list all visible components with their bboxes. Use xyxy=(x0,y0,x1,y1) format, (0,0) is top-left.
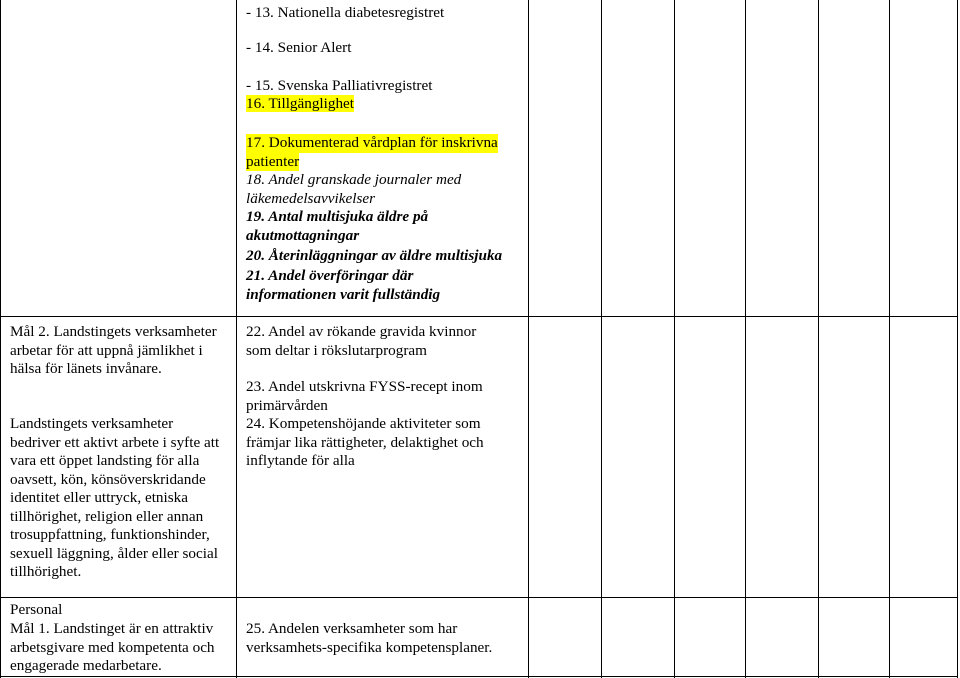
table-border-left xyxy=(0,0,1,678)
indicator-21-line1: 21. Andel överföringar där xyxy=(246,267,414,284)
table-column-divider xyxy=(745,0,746,678)
indicator-20 xyxy=(246,247,502,266)
indicator-23-line1: 23. Andel utskrivna FYSS-recept inom xyxy=(246,378,483,395)
paragraph-line: oavsett, kön, könsöverskridande xyxy=(10,470,206,488)
indicator-25-line2: verksamhets-specifika kompetensplaner. xyxy=(246,638,493,656)
indicator-15: - 15. Svenska Palliativregistret xyxy=(246,77,433,94)
indicator-20-line1: 20. Återinläggningar av äldre multisjuka xyxy=(246,247,503,264)
indicator-19-line1: 19. Antal multisjuka äldre på xyxy=(246,208,429,225)
indicator-23-line2: primärvården xyxy=(246,396,328,414)
paragraph-line: tillhörighet, religion eller annan xyxy=(10,507,204,525)
table-row-divider xyxy=(0,597,958,598)
personal-goal-1 xyxy=(10,620,215,676)
table-row-divider xyxy=(0,316,958,317)
indicator-13: - 13. Nationella diabetesregistret xyxy=(246,4,445,21)
paragraph-line: bedriver ett aktivt arbete i syfte att xyxy=(10,433,220,451)
indicator-24-line3: inflytande för alla xyxy=(246,452,355,469)
table-column-divider xyxy=(674,0,675,678)
indicator-24-line1: 24. Kompetenshöjande aktiviteter som xyxy=(246,415,481,432)
indicator-25-line1: 25. Andelen verksamheter som har xyxy=(246,620,458,637)
indicator-17 xyxy=(246,134,498,171)
personal-goal-1-line2: arbetsgivare med kompetenta och xyxy=(10,638,215,656)
table-column-divider xyxy=(889,0,890,678)
paragraph-line: tillhörighet. xyxy=(10,563,82,580)
indicator-14: - 14. Senior Alert xyxy=(246,39,352,56)
indicator-19 xyxy=(246,208,428,245)
table-column-divider xyxy=(236,0,237,678)
section-heading-personal: Personal xyxy=(10,601,63,618)
indicator-24 xyxy=(246,415,484,471)
personal-goal-1-line1: Mål 1. Landstinget är en attraktiv xyxy=(10,620,214,637)
table-column-divider xyxy=(601,0,602,678)
indicator-21 xyxy=(246,267,440,304)
goal-2-line3: hälsa för länets invånare. xyxy=(10,360,162,377)
indicator-22-line2: som deltar i rökslutarprogram xyxy=(246,341,427,359)
table-column-divider xyxy=(818,0,819,678)
goal-2-line2: arbetar för att uppnå jämlikhet i xyxy=(10,341,203,359)
table-border-bottom xyxy=(0,676,958,677)
indicator-24-line2: främjar lika rättigheter, delaktighet och xyxy=(246,433,484,451)
paragraph-line: sexuell läggning, ålder eller social xyxy=(10,544,218,562)
paragraph-line: Landstingets verksamheter xyxy=(10,415,174,432)
indicator-22 xyxy=(246,323,476,360)
indicator-17-line1: 17. Dokumenterad vårdplan för inskrivna xyxy=(246,134,498,151)
paragraph-line: identitet eller uttryck, etniska xyxy=(10,489,188,506)
goal-2-line1: Mål 2. Landstingets verksamheter xyxy=(10,323,217,340)
indicator-18-line1: 18. Andel granskade journaler med xyxy=(246,171,462,188)
indicator-16-label: 16. Tillgänglighet xyxy=(246,95,355,112)
personal-goal-1-line3: engagerade medarbetare. xyxy=(10,657,162,674)
indicator-16 xyxy=(246,95,354,114)
indicator-21-line2: informationen varit fullständig xyxy=(246,285,441,303)
table-column-divider xyxy=(528,0,529,678)
indicator-18-line2: läkemedelsavvikelser xyxy=(246,189,376,207)
indicator-18 xyxy=(246,171,461,208)
table-border-right xyxy=(957,0,958,678)
goal-2-description xyxy=(10,415,219,582)
paragraph-line: vara ett öppet landsting för alla xyxy=(10,452,200,469)
paragraph-line: trosuppfattning, funktionshinder, xyxy=(10,526,210,543)
indicator-25 xyxy=(246,620,492,657)
indicator-22-line1: 22. Andel av rökande gravida kvinnor xyxy=(246,323,477,340)
indicator-17-line2: patienter xyxy=(246,152,300,170)
indicator-19-line2: akutmottagningar xyxy=(246,226,360,244)
indicator-23 xyxy=(246,378,483,415)
goal-2-title xyxy=(10,323,217,379)
